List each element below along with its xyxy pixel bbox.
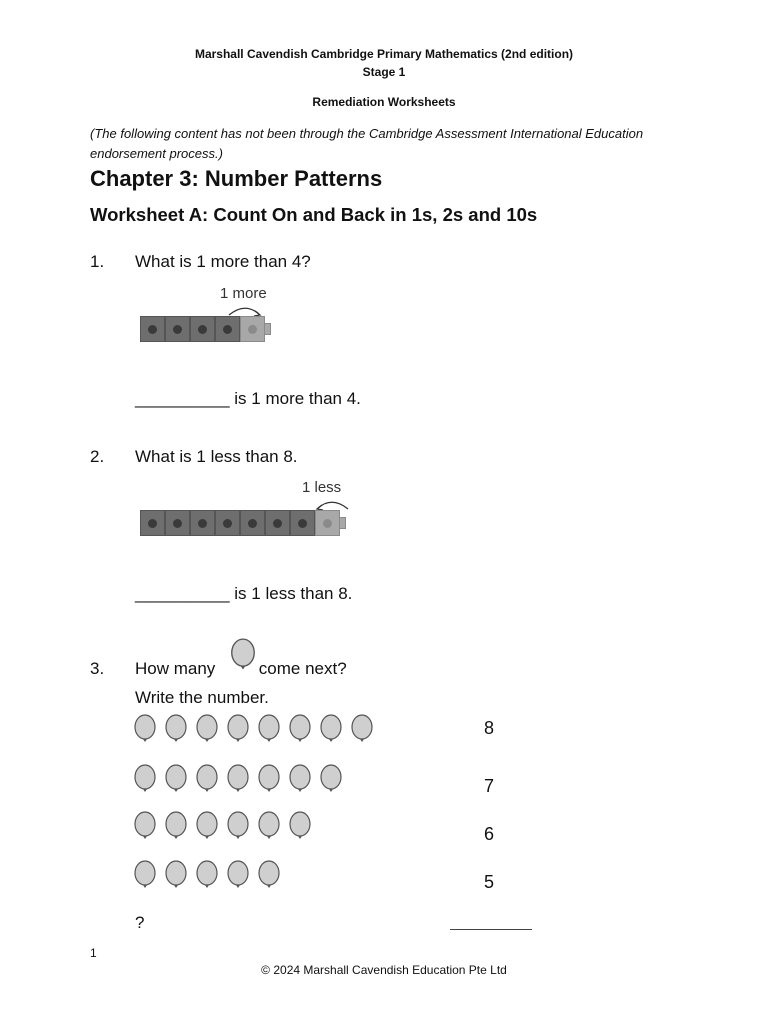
balloon-icon: [195, 860, 219, 892]
q2-answer-blank[interactable]: __________: [135, 584, 230, 603]
cube-dark: [265, 510, 290, 536]
worksheet-title: Worksheet A: Count On and Back in 1s, 2s and 10s: [90, 204, 538, 225]
balloon-icon: [288, 811, 312, 843]
cube-dark: [190, 316, 215, 342]
cube-dark: [190, 510, 215, 536]
balloon-icon: [350, 714, 374, 746]
cube-dark: [240, 510, 265, 536]
balloon-icon: [229, 638, 257, 674]
balloon-icon: [319, 714, 343, 746]
balloon-icon: [288, 764, 312, 796]
balloon-icon: [226, 764, 250, 796]
balloon-icon: [319, 764, 343, 796]
q3-prompt-before: How many: [135, 659, 216, 678]
cube-dark: [215, 510, 240, 536]
stage-label: Stage 1: [362, 65, 406, 79]
balloon-icon: [164, 811, 188, 843]
balloon-row-2: [133, 764, 343, 796]
question-3-instruction: Write the number.: [135, 688, 269, 707]
balloon-icon: [133, 860, 157, 892]
question-2-number: 2.: [90, 447, 105, 466]
balloon-icon: [257, 860, 281, 892]
question-1-answer-line: [135, 389, 361, 409]
cube-dark: [165, 316, 190, 342]
cube-dark: [140, 316, 165, 342]
worksheet-type: Remediation Worksheets: [312, 95, 456, 109]
balloon-icon: [257, 714, 281, 746]
q1-arrow-label: 1 more: [220, 285, 267, 302]
document-title: Marshall Cavendish Cambridge Primary Mathematics (2nd edition): [194, 47, 574, 61]
balloon-row-3: [133, 811, 312, 843]
balloon-icon: [195, 764, 219, 796]
balloon-row-1: [133, 714, 374, 746]
balloon-icon: [195, 811, 219, 843]
q3-unknown-mark: ?: [135, 913, 145, 932]
cube-light: [240, 316, 265, 342]
q3-answer-blank[interactable]: [450, 929, 532, 930]
balloon-icon: [133, 811, 157, 843]
cube-dark: [140, 510, 165, 536]
cube-connector: [265, 323, 271, 335]
balloon-icon: [257, 764, 281, 796]
balloon-row-4-count: 5: [484, 872, 495, 892]
balloon-icon: [226, 714, 250, 746]
balloon-icon: [288, 714, 312, 746]
question-1-prompt: What is 1 more than 4?: [135, 252, 311, 271]
question-3-number: 3.: [90, 659, 105, 678]
cube-connector: [340, 517, 346, 529]
q2-arrow-label: 1 less: [302, 479, 342, 496]
balloon-icon: [226, 811, 250, 843]
balloon-row-4: [133, 860, 281, 892]
q2-answer-text: is 1 less than 8.: [234, 584, 353, 603]
balloon-row-2-count: 7: [484, 776, 495, 796]
q1-answer-text: is 1 more than 4.: [234, 389, 361, 408]
cube-light: [315, 510, 340, 536]
balloon-icon: [164, 860, 188, 892]
balloon-icon: [164, 714, 188, 746]
balloon-icon: [133, 714, 157, 746]
endorsement-note: (The following content has not been through the Cambridge Assessment International Education endorsement process.): [90, 126, 644, 161]
balloon-icon: [195, 714, 219, 746]
page-number: 1: [90, 946, 97, 960]
q1-answer-blank[interactable]: __________: [135, 389, 230, 408]
cube-dark: [290, 510, 315, 536]
balloon-row-1-count: 8: [484, 718, 495, 738]
balloon-icon: [164, 764, 188, 796]
q1-cube-train: [140, 316, 271, 342]
question-2-prompt: What is 1 less than 8.: [135, 447, 298, 466]
balloon-icon: [257, 811, 281, 843]
q3-prompt-after: come next?: [258, 659, 347, 678]
balloon-icon: [133, 764, 157, 796]
cube-dark: [165, 510, 190, 536]
chapter-title: Chapter 3: Number Patterns: [90, 166, 383, 191]
balloon-row-3-count: 6: [484, 824, 495, 844]
question-2-answer-line: [135, 584, 352, 604]
balloon-icon: [226, 860, 250, 892]
q2-cube-train: [140, 510, 346, 536]
question-1-number: 1.: [90, 252, 105, 271]
copyright: © 2024 Marshall Cavendish Education Pte Ltd: [261, 963, 507, 977]
cube-dark: [215, 316, 240, 342]
